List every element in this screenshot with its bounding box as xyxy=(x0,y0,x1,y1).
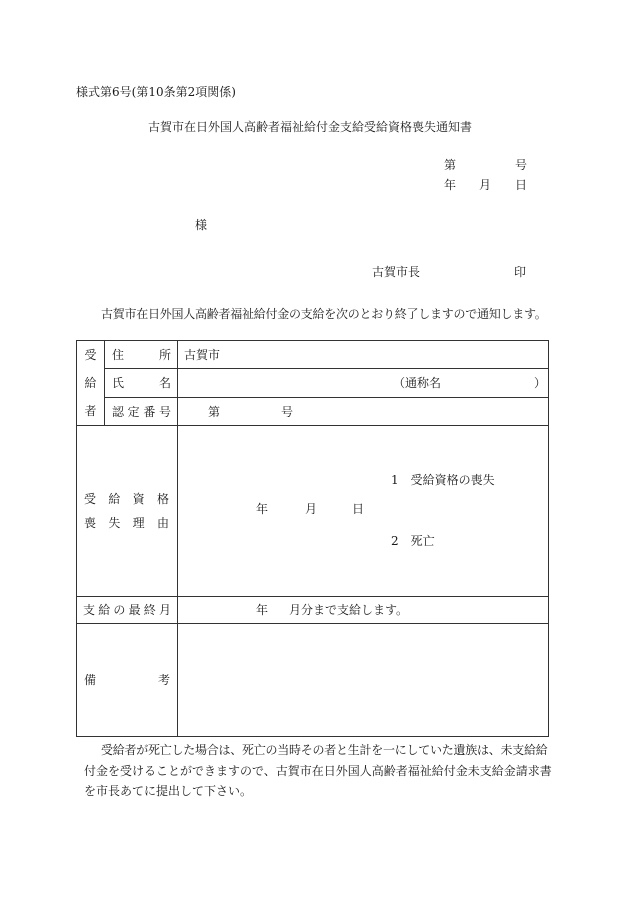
name-label-cell xyxy=(105,369,178,398)
cert-number-label-cell xyxy=(105,398,178,426)
final-month-label-char: の xyxy=(113,603,126,617)
issue-date-year: 年 xyxy=(444,178,457,192)
cert-number-prefix: 第 xyxy=(208,404,221,419)
name-label-char: 名 xyxy=(158,376,171,390)
recipient-label-cell xyxy=(77,341,105,426)
address-value: 古賀市 xyxy=(184,347,221,362)
address-label-cell xyxy=(105,341,178,369)
loss-date-year: 年 xyxy=(256,502,269,516)
loss-reason-label-cell xyxy=(77,426,178,597)
loss-reason-label-char: 資 xyxy=(132,492,145,506)
issuer-name: 古賀市長 xyxy=(372,265,421,279)
loss-reason-label-char: 喪 xyxy=(84,516,97,530)
cert-number-label-char: 号 xyxy=(158,404,171,419)
final-month-label-char: 給 xyxy=(98,603,111,617)
final-month-label-char: 終 xyxy=(143,603,156,617)
address-label-char: 住 xyxy=(112,347,125,362)
cert-number-label-char: 認 xyxy=(112,404,125,419)
doc-number-suffix: 号 xyxy=(515,158,528,172)
address-value-cell xyxy=(178,341,549,369)
document-title: 古賀市在日外国人高齢者福祉給付金支給受給資格喪失通知書 xyxy=(148,120,473,134)
final-month-label-char: 支 xyxy=(83,603,96,617)
issue-date-month: 月 xyxy=(479,178,492,192)
name-value-cell xyxy=(178,369,549,398)
name-label-char: 氏 xyxy=(112,376,125,390)
alias-close: ） xyxy=(534,376,547,390)
notice-line-1: 受給者が死亡した場合は、死亡の当時その者と生計を一にしていた遺族は、未支給給 xyxy=(101,743,548,757)
notice-line-3: を市長あてに提出して下さい。 xyxy=(84,784,253,798)
cert-number-label-char: 定 xyxy=(127,404,140,419)
notice-table xyxy=(76,340,549,737)
recipient-label-char: 者 xyxy=(84,404,97,418)
loss-reason-label-char: 由 xyxy=(156,516,169,530)
remarks-label-cell xyxy=(77,624,178,737)
form-number: 様式第6号(第10条第2項関係) xyxy=(76,85,236,99)
cert-number-suffix: 号 xyxy=(281,404,294,419)
final-month-value-cell xyxy=(178,597,549,624)
loss-reason-label-char: 給 xyxy=(108,492,121,506)
final-month-text: 月分まで支給します。 xyxy=(289,603,409,617)
loss-reason-label-line1 xyxy=(84,492,169,506)
remarks-value-cell xyxy=(178,624,549,737)
loss-reason-option-1: 1 受給資格の喪失 xyxy=(391,473,495,487)
loss-reason-label-line2 xyxy=(84,516,169,530)
remarks-label-char: 備 xyxy=(84,673,97,687)
loss-reason-label-char: 受 xyxy=(84,492,97,506)
final-month-label-char: 最 xyxy=(128,603,141,617)
addressee-honorific: 様 xyxy=(195,218,208,232)
recipient-label-char: 給 xyxy=(84,376,97,390)
loss-reason-value-cell xyxy=(178,426,549,597)
cert-number-label-char: 番 xyxy=(143,404,156,419)
final-month-label-cell xyxy=(77,597,178,624)
issue-date-day: 日 xyxy=(515,178,528,192)
loss-reason-label-char: 格 xyxy=(156,492,169,506)
issuer-seal: 印 xyxy=(514,265,527,279)
doc-number-prefix: 第 xyxy=(444,158,457,172)
intro-text: 古賀市在日外国人高齢者福祉給付金の支給を次のとおり終了しますので通知します。 xyxy=(101,307,547,321)
final-month-label-char: 月 xyxy=(158,603,171,617)
cert-number-value-cell xyxy=(178,398,549,426)
loss-reason-label-char: 理 xyxy=(132,516,145,530)
loss-reason-option-2: 2 死亡 xyxy=(391,534,435,548)
final-month-year: 年 xyxy=(256,603,269,617)
notice-line-2: 付金を受けることができますので、古賀市在日外国人高齢者福祉給付金未支給金請求書 xyxy=(84,764,552,778)
loss-date-day: 日 xyxy=(352,502,365,516)
loss-date-month: 月 xyxy=(305,502,318,516)
loss-reason-label-char: 失 xyxy=(108,516,121,530)
address-label-char: 所 xyxy=(158,347,171,362)
alias-open: （通称名 xyxy=(393,376,442,390)
recipient-label-char: 受 xyxy=(84,348,97,362)
remarks-label-char: 考 xyxy=(157,673,170,687)
